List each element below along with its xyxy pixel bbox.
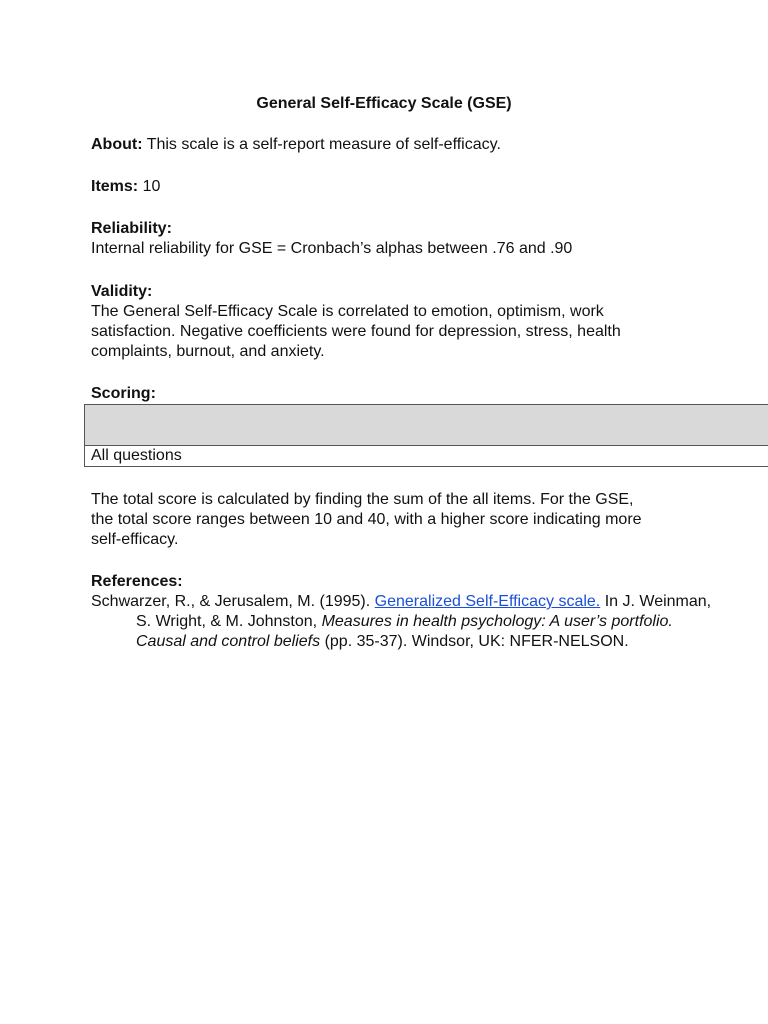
items-label: Items: xyxy=(91,178,139,195)
reliability-label: Reliability: xyxy=(91,220,172,237)
about-label: About: xyxy=(91,136,143,153)
validity-section xyxy=(91,282,691,362)
references-label: References: xyxy=(91,573,183,590)
validity-text: The General Self-Efficacy Scale is correlated to emotion, optimism, work satisfaction. Negative coefficients were found for depression, stress, health complaints, burnout, and anxiety. xyxy=(91,303,621,360)
table-row xyxy=(85,446,768,467)
scoring-description: The total score is calculated by finding the sum of the all items. For the GSE, the total score ranges between 10 and 40, with a higher score indicating more self-efficacy. xyxy=(91,491,642,548)
reliability-section xyxy=(91,219,691,259)
scoring-section xyxy=(91,384,691,404)
reference-entry xyxy=(91,592,726,652)
reference-pages-publisher: (pp. 35-37). Windsor, UK: NFER-NELSON. xyxy=(324,633,629,650)
validity-label: Validity: xyxy=(91,283,153,300)
about-text: This scale is a self-report measure of self-efficacy. xyxy=(146,136,501,153)
scoring-label: Scoring: xyxy=(91,385,156,402)
page-title: General Self-Efficacy Scale (GSE) xyxy=(256,95,512,112)
scoring-description-section xyxy=(91,490,691,550)
items-value: 10 xyxy=(142,178,161,195)
reference-in-text: In J. Weinman, S. Wright, & M. Johnston, xyxy=(136,593,712,630)
references-section xyxy=(91,572,712,652)
scoring-table-header-cell xyxy=(85,405,768,446)
reliability-text: Internal reliability for GSE = Cronbach’s alphas between .76 and .90 xyxy=(91,240,573,257)
reference-book-title: Measures in health psychology: A user’s portfolio. Causal and control beliefs xyxy=(136,613,673,650)
scoring-table xyxy=(84,404,768,467)
reference-link[interactable]: Generalized Self-Efficacy scale. xyxy=(374,593,601,610)
scoring-table-cell: All questions xyxy=(85,446,768,467)
reference-authors: Schwarzer, R., & Jerusalem, M. (1995). xyxy=(91,593,371,610)
items-section xyxy=(91,177,691,197)
scoring-table-header-row xyxy=(85,405,768,446)
about-section xyxy=(91,135,691,155)
